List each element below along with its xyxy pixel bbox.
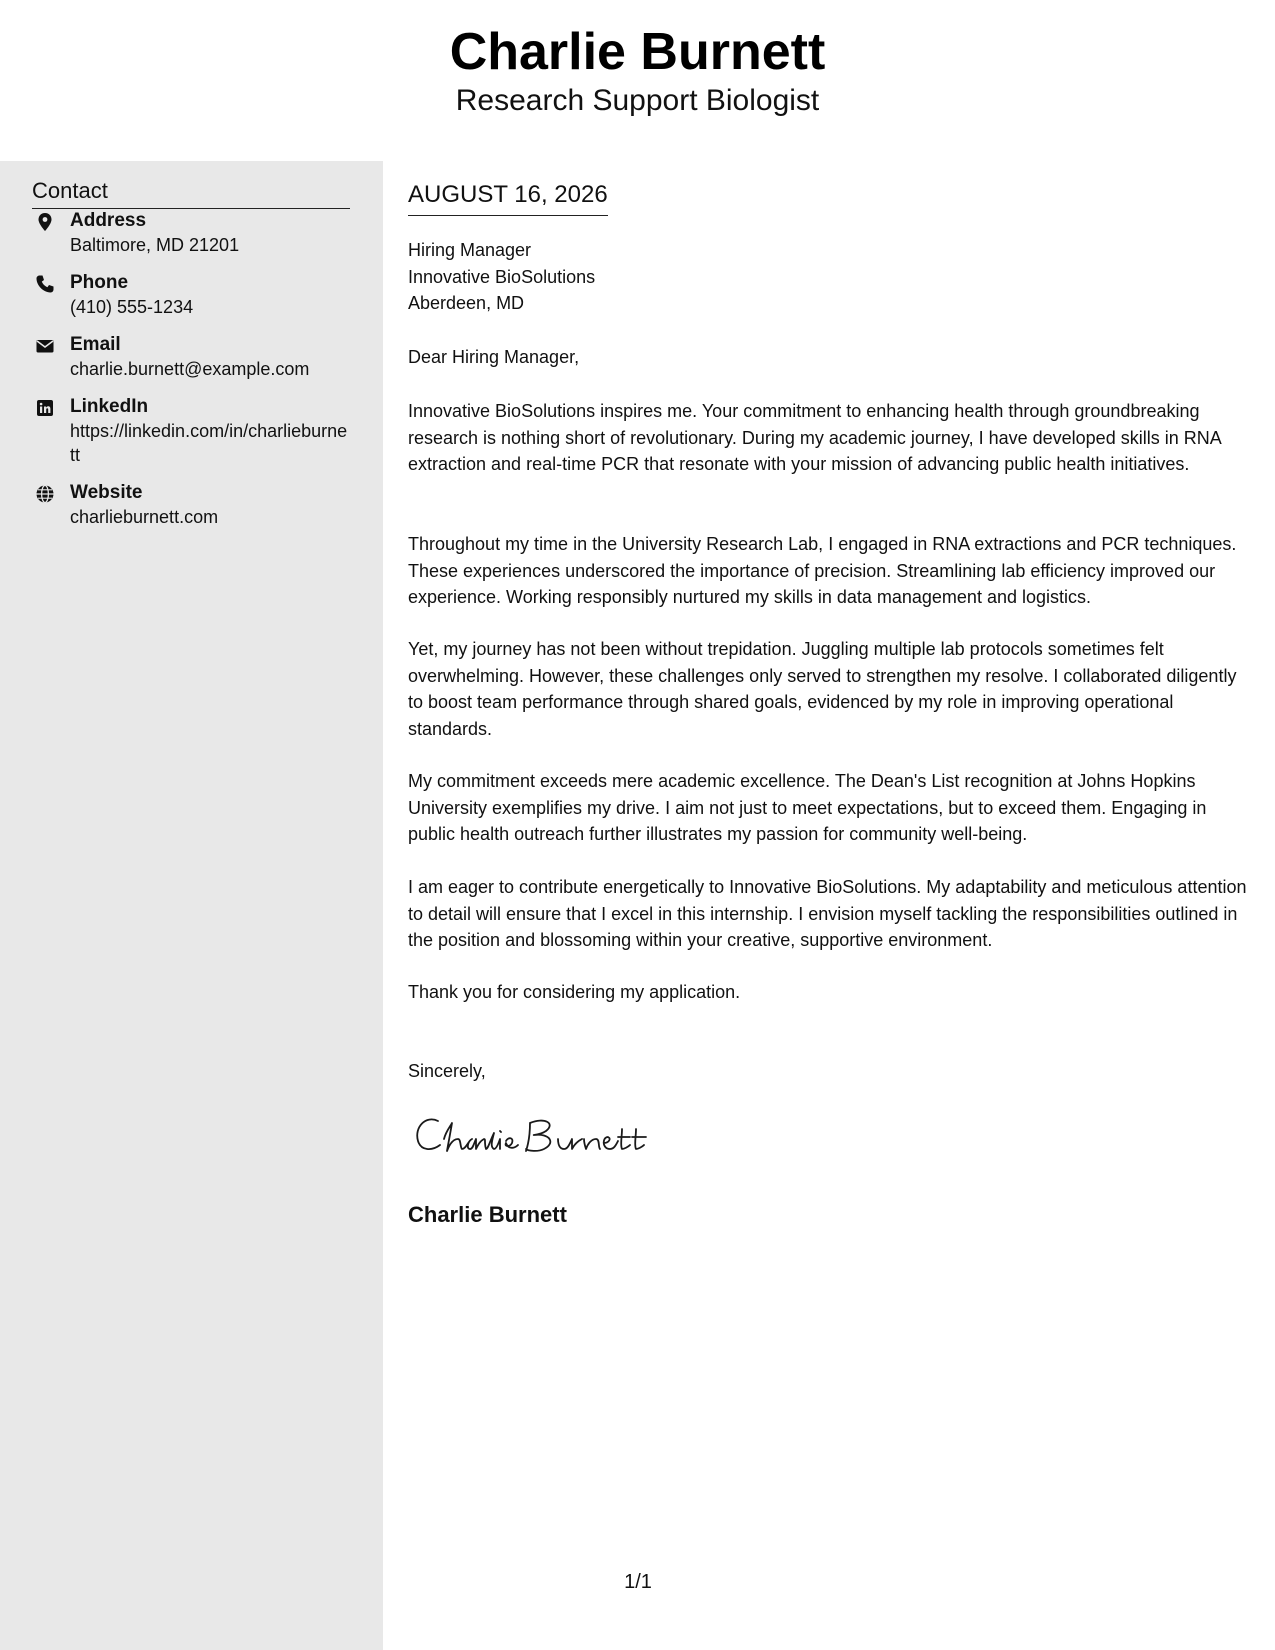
contact-value: https://linkedin.com/in/charlieburnett <box>70 421 348 465</box>
signature <box>408 1101 668 1171</box>
contact-label: Phone <box>70 272 129 293</box>
phone-icon <box>35 274 55 294</box>
closing: Sincerely, <box>408 1061 486 1081</box>
contact-value: (410) 555-1234 <box>70 297 194 317</box>
body-paragraph: Yet, my journey has not been without trepidation. Juggling multiple lab protocols sometimes felt overwhelming. However, these challenges only served to strengthen my resolve. I collaborated diligently to boost team performance through shared goals, evidenced by my role in improving operational standards. <box>408 639 1237 739</box>
body-paragraph: Innovative BioSolutions inspires me. Your commitment to enhancing health through groundbreaking research is nothing short of revolutionary. During my academic journey, I have developed skills in RNA extraction and real-time PCR that resonate with your mission of advancing public health initiatives. <box>408 401 1221 474</box>
contact-label: Email <box>70 334 121 355</box>
envelope-icon <box>35 336 55 356</box>
salutation: Dear Hiring Manager, <box>408 347 580 367</box>
contact-label: Address <box>70 210 147 231</box>
letter-header <box>0 0 1275 161</box>
body-paragraph: Throughout my time in the University Research Lab, I engaged in RNA extractions and PCR techniques. These experiences underscored the importance of precision. Streamlining lab efficiency improved our experience. Working responsibly nurtured my skills in data management and logistics. <box>408 534 1237 607</box>
applicant-name: Charlie Burnett <box>449 23 826 81</box>
contact-sidebar <box>0 161 383 1650</box>
job-title: Research Support Biologist <box>455 84 820 117</box>
contact-value: charlieburnett.com <box>70 507 219 527</box>
body-paragraph: I am eager to contribute energetically to Innovative BioSolutions. My adaptability and meticulous attention to detail will ensure that I excel in this internship. I envision myself tackling the responsibilities outlined in the position and blossoming within your creative, supportive environment. <box>408 877 1247 950</box>
body-paragraph: Thank you for considering my application. <box>408 982 741 1002</box>
contact-label: LinkedIn <box>70 396 149 417</box>
linkedin-icon <box>35 398 55 418</box>
contact-heading: Contact <box>32 176 350 209</box>
contact-label: Website <box>70 482 143 503</box>
body-paragraph: My commitment exceeds mere academic excellence. The Dean's List recognition at Johns Hopkins University exemplifies my drive. I aim not just to meet expectations, but to exceed them. Engaging in public health outreach further illustrates my passion for community well-being. <box>408 771 1207 844</box>
recipient-line: Aberdeen, MD <box>408 293 525 313</box>
letter-date: AUGUST 16, 2026 <box>408 179 608 216</box>
recipient-line: Innovative BioSolutions <box>408 266 596 287</box>
map-pin-icon <box>35 212 55 232</box>
globe-icon <box>35 484 55 504</box>
page-number: 1/1 <box>624 1571 652 1593</box>
contact-value: charlie.burnett@example.com <box>70 359 310 379</box>
signed-name: Charlie Burnett <box>408 1202 567 1227</box>
contact-value: Baltimore, MD 21201 <box>70 235 240 255</box>
recipient-block <box>408 237 595 317</box>
recipient-line: Hiring Manager <box>408 240 532 260</box>
